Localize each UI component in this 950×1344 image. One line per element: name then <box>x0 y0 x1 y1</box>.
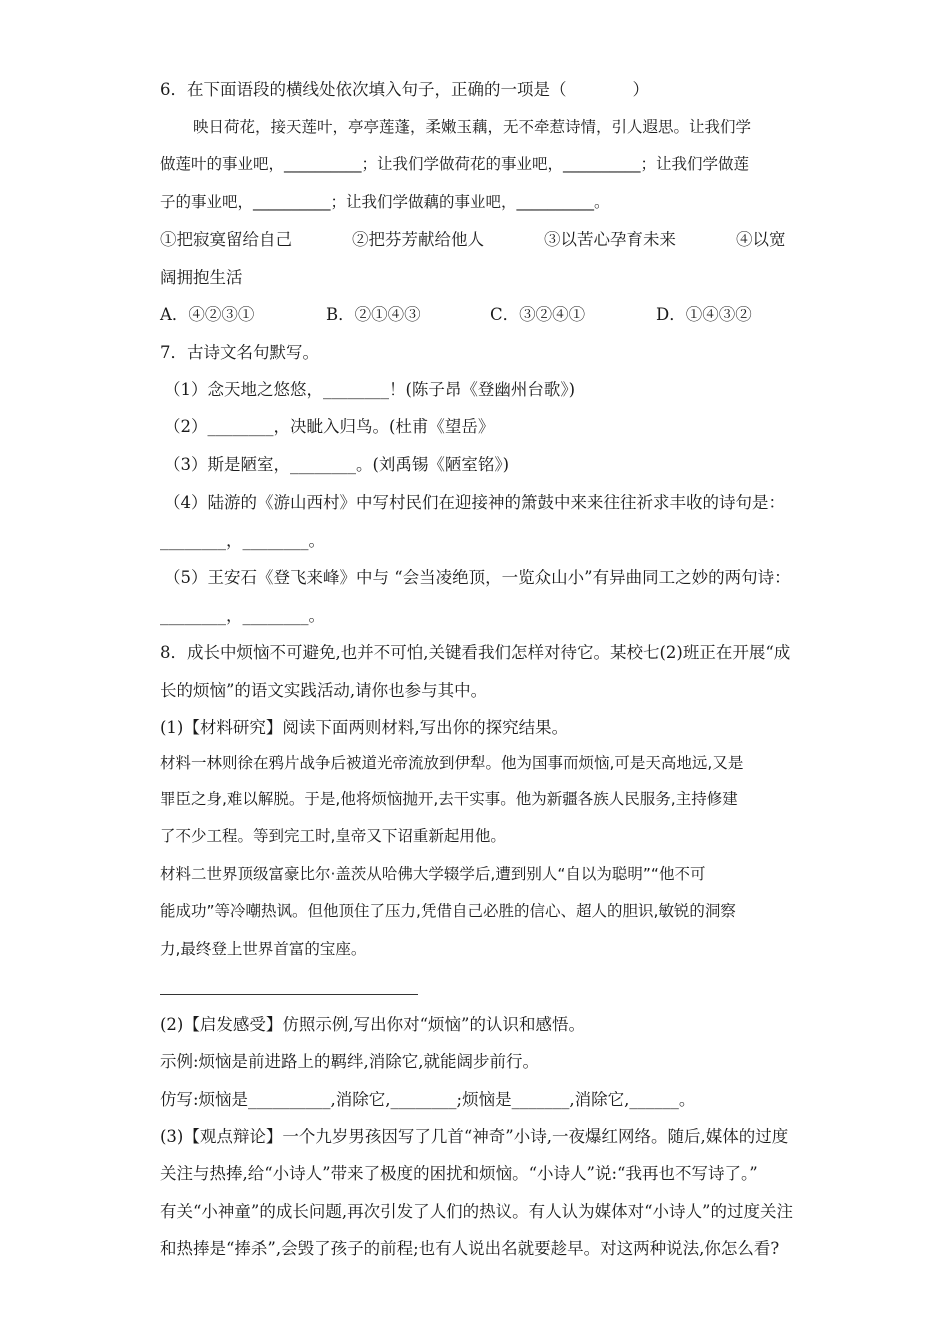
q6-item: ④以宽 <box>736 230 786 249</box>
q6-item: ②把芬芳献给他人 <box>352 230 484 249</box>
q8-material1-line: 罪臣之身,难以解脱。于是,他将烦恼抛开,去干实事。他为新疆各族人民服务,主持修建 <box>160 790 738 808</box>
q8-stem-line: 8．成长中烦恼不可避免,也并不可怕,关键看我们怎样对待它。某校七(2)班正在开展“成 <box>160 643 791 662</box>
q6-item-continued: 阔拥抱生活 <box>160 268 243 287</box>
q8-material1-line: 了不少工程。等到完工时,皇帝又下诏重新起用他。 <box>160 827 506 845</box>
q8-part3-line: 有关“小神童”的成长问题,再次引发了人们的热议。有人认为媒体对“小诗人”的过度关注 <box>160 1202 793 1221</box>
answer-line <box>160 994 418 995</box>
q7-line: （3）斯是陋室，________。(刘禹锡《陋室铭》) <box>164 455 510 474</box>
q6-item: ①把寂寞留给自己 <box>160 230 292 249</box>
q8-imitate: 仿写:烦恼是__________,消除它,________;烦恼是_______,消除它,______。 <box>160 1090 696 1109</box>
q6-option-d: D．①④③② <box>656 305 752 324</box>
q7-line: （4）陆游的《游山西村》中写村民们在迎接神的箫鼓中来来往往祈求丰收的诗句是： <box>164 493 785 512</box>
q8-part2-title: (2)【启发感受】仿照示例,写出你对“烦恼”的认识和感悟。 <box>160 1015 585 1034</box>
q6-option-b: B．②①④③ <box>326 305 421 324</box>
q6-option-a: A．④②③① <box>160 305 255 324</box>
q8-example: 示例:烦恼是前进路上的羁绊,消除它,就能阔步前行。 <box>160 1052 540 1071</box>
q6-passage-line: 子的事业吧，__________；让我们学做藕的事业吧，__________。 <box>160 193 610 211</box>
q7-line: ________，________。 <box>160 606 325 625</box>
q6-option-c: C．③②④① <box>490 305 586 324</box>
q6-passage-line: 做莲叶的事业吧，__________；让我们学做荷花的事业吧，__________；让我们学做莲 <box>160 155 750 173</box>
q8-material1-line: 材料一林则徐在鸦片战争后被道光帝流放到伊犁。他为国事而烦恼,可是天高地远,又是 <box>160 754 744 772</box>
q7-stem: 7．古诗文名句默写。 <box>160 343 319 362</box>
q8-part3-line: (3)【观点辩论】一个九岁男孩因写了几首“神奇”小诗,一夜爆红网络。随后,媒体的过度 <box>160 1127 789 1146</box>
q8-material2-line: 能成功”等冷嘲热讽。但他顶住了压力,凭借自己必胜的信心、超人的胆识,敏锐的洞察 <box>160 902 736 920</box>
q8-material2-line: 力,最终登上世界首富的宝座。 <box>160 940 367 958</box>
q8-part1-title: (1)【材料研究】阅读下面两则材料,写出你的探究结果。 <box>160 718 569 737</box>
q6-stem: 6．在下面语段的横线处依次填入句子，正确的一项是（ ） <box>160 80 649 99</box>
q8-part3-line: 和热捧是“捧杀”,会毁了孩子的前程;也有人说出名就要趁早。对这两种说法,你怎么看? <box>160 1239 780 1258</box>
q7-line: ________，________。 <box>160 531 325 550</box>
q8-material2-line: 材料二世界顶级富豪比尔·盖茨从哈佛大学辍学后,遭到别人“自以为聪明”“他不可 <box>160 865 706 883</box>
q6-passage-line: 映日荷花，接天莲叶，亭亭莲蓬，柔嫩玉藕，无不牵惹诗情，引人遐思。让我们学 <box>193 118 752 136</box>
q8-stem-line: 长的烦恼”的语文实践活动,请你也参与其中。 <box>160 681 488 700</box>
q8-part3-line: 关注与热捧,给“小诗人”带来了极度的困扰和烦恼。“小诗人”说:“我再也不写诗了。” <box>160 1164 758 1183</box>
q7-line: （1）念天地之悠悠，________！(陈子昂《登幽州台歌》) <box>164 380 576 399</box>
q7-line: （2）________，决眦入归鸟。(杜甫《望岳》 <box>164 417 495 436</box>
q6-item: ③以苦心孕育未来 <box>544 230 676 249</box>
q7-line: （5）王安石《登飞来峰》中与 “会当凌绝顶，一览众山小”有异曲同工之妙的两句诗： <box>164 568 791 587</box>
